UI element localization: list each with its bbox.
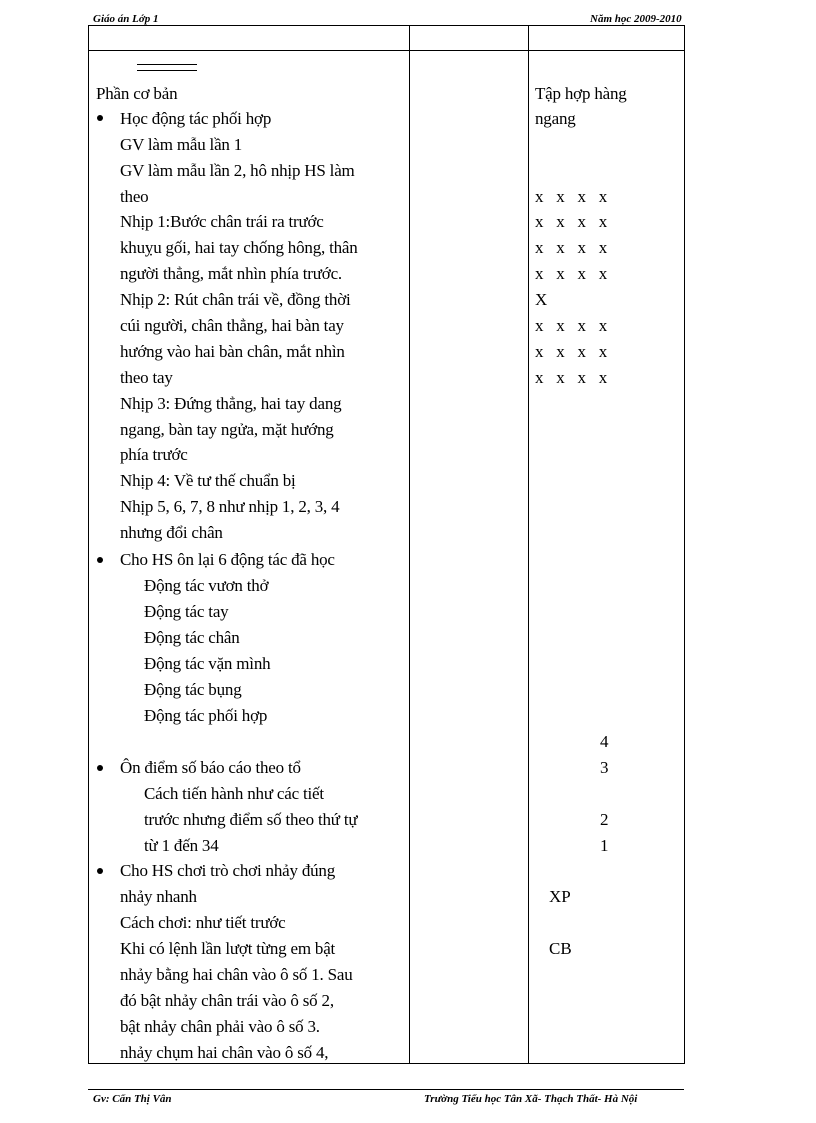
student-row: x x x x	[535, 368, 608, 387]
content-line: theo	[120, 187, 149, 206]
bullet-icon	[97, 115, 103, 121]
student-row: x x x x	[535, 187, 608, 206]
group-number: 3	[600, 758, 609, 777]
table-header-row-border	[88, 50, 685, 51]
content-line: Nhịp 2: Rút chân trái về, đồng thời	[120, 290, 351, 309]
content-line: Cách chơi: như tiết trước	[120, 913, 286, 932]
content-line: khuỵu gối, hai tay chống hông, thân	[120, 238, 358, 257]
student-row: x x x x	[535, 316, 608, 335]
content-line: Động tác chân	[144, 628, 240, 647]
ready-line-label: CB	[549, 939, 572, 958]
bullet-item-title: Học động tác phối hợp	[120, 109, 272, 128]
content-line: Nhịp 3: Đứng thẳng, hai tay dang	[120, 394, 342, 413]
footer-right: Trường Tiểu học Tân Xã- Thạch Thất- Hà Nội	[424, 1093, 638, 1105]
content-line: theo tay	[120, 368, 173, 387]
bullet-icon	[97, 765, 103, 771]
teacher-mark: X	[535, 290, 548, 309]
group-number: 1	[600, 836, 609, 855]
header-left: Giáo án Lớp 1	[93, 13, 159, 25]
content-line: từ 1 đến 34	[144, 836, 219, 855]
content-line: Nhịp 1:Bước chân trái ra trước	[120, 212, 324, 231]
bullet-item-title: Cho HS chơi trò chơi nhảy đúng	[120, 861, 336, 880]
content-line: nhưng đổi chân	[120, 523, 223, 542]
bullet-item-title: Ôn điểm số báo cáo theo tổ	[120, 758, 301, 777]
double-rule-top	[137, 64, 197, 65]
content-line: Động tác vặn mình	[144, 654, 271, 673]
student-row: x x x x	[535, 342, 608, 361]
header-right: Năm học 2009-2010	[590, 13, 682, 25]
content-line: cúi người, chân thẳng, hai bàn tay	[120, 316, 344, 335]
content-line: nhảy chụm hai chân vào ô số 4,	[120, 1043, 329, 1062]
group-number: 2	[600, 810, 609, 829]
footer-left: Gv: Cấn Thị Vân	[93, 1093, 172, 1105]
start-point-label: XP	[549, 887, 571, 906]
content-line: người thẳng, mắt nhìn phía trước.	[120, 264, 342, 283]
content-line: nhảy bằng hai chân vào ô số 1. Sau	[120, 965, 353, 984]
content-line: ngang, bàn tay ngửa, mặt hướng	[120, 420, 334, 439]
content-line: trước nhưng điểm số theo thứ tự	[144, 810, 358, 829]
student-row: x x x x	[535, 212, 608, 231]
bullet-item-title: Cho HS ôn lại 6 động tác đã học	[120, 550, 335, 569]
bullet-icon	[97, 868, 103, 874]
section-heading: Phần cơ bản	[96, 84, 178, 103]
formation-title-cont: ngang	[535, 109, 576, 128]
content-line: Nhịp 4: Về tư thế chuẩn bị	[120, 471, 296, 490]
content-line: hướng vào hai bàn chân, mắt nhìn	[120, 342, 345, 361]
footer-rule	[88, 1089, 684, 1090]
column-divider-2	[528, 25, 529, 1064]
content-line: Khi có lệnh lần lượt từng em bật	[120, 939, 336, 958]
formation-title: Tập hợp hàng	[535, 84, 627, 103]
content-line: GV làm mẫu lần 2, hô nhịp HS làm	[120, 161, 355, 180]
content-line: Động tác vươn thở	[144, 576, 269, 595]
student-row: x x x x	[535, 264, 608, 283]
column-divider-1	[409, 25, 410, 1064]
content-line: nhảy nhanh	[120, 887, 197, 906]
content-line: bật nhảy chân phải vào ô số 3.	[120, 1017, 320, 1036]
double-rule-bottom	[137, 70, 197, 71]
content-line: GV làm mẫu lần 1	[120, 135, 243, 154]
content-line: Động tác bụng	[144, 680, 242, 699]
content-line: Động tác phối hợp	[144, 706, 268, 725]
content-line: đó bật nhảy chân trái vào ô số 2,	[120, 991, 334, 1010]
student-row: x x x x	[535, 238, 608, 257]
content-line: Động tác tay	[144, 602, 229, 621]
content-line: Cách tiến hành như các tiết	[144, 784, 324, 803]
content-line: Nhịp 5, 6, 7, 8 như nhịp 1, 2, 3, 4	[120, 497, 340, 516]
content-line: phía trước	[120, 445, 188, 464]
bullet-icon	[97, 557, 103, 563]
group-number: 4	[600, 732, 609, 751]
